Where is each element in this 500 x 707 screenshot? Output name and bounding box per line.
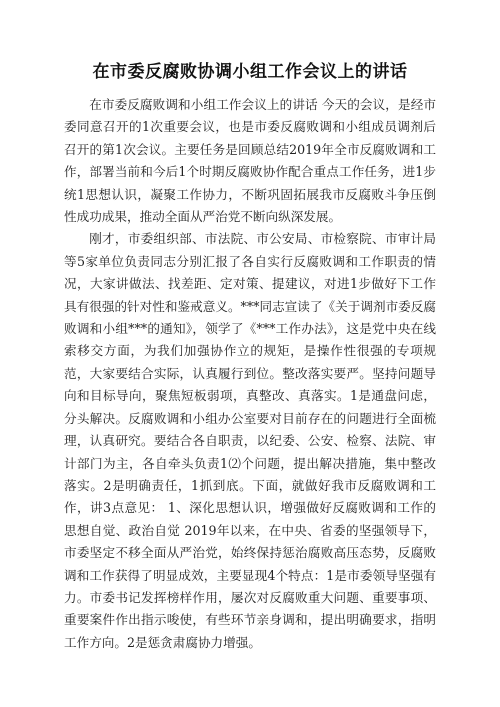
document-title: 在市委反腐败协调小组工作会议上的讲话 (92, 62, 408, 82)
document-body (64, 94, 436, 654)
paragraph: 刚才，市委组织部、市法院、市公安局、市检察院、市审计局等5家单位负责同志分别汇报了各自实行反腐败调和工作职责的情况，大家讲做法、找差距、定对策、提建议，对进1步做好下工作具有很强的针对性和鉴戒意义。***同志宣读了《关于调剂市委反腐败调和小组***的通知》，领学了《***工作办法》，这是党中央在线索移交方面，为我们加强协作立的规矩，是操作性很强的专项规范，大家要结合实际，认真履行到位。整改落实要严。坚持问题导向和目标导向，聚焦短板弱项，真整改、真落实。1是通盘问虑，分头解决。反腐败调和小组办公室要对目前存在的问题进行全面梳理，认真研究。要结合各自职责，以纪委、公安、检察、法院、审计部门为主，各自牵头负责1⑵个问题，提出解决措施，集中整改落实。2是明确责任，1抓到底。下面，就做好我市反腐败调和工作，讲3点意见： 1、深化思想认识，增强做好反腐败调和工作的思想自觉、政治自觉 2019年以来，在中央、省委的坚强领导下，市委坚定不移全面从严治党，始终保持惩治腐败高压态势，反腐败调和工作获得了明显成效，主要显现4个特点：1是市委领导坚强有力。市委书记发挥榜样作用，屡次对反腐败重大问题、重要事项、重要案件作出指示唆使，有些环节亲身调和，提出明确要求，指明工作方向。2是惩贪肃腐协力增强。 (64, 231, 436, 650)
paragraph: 在市委反腐败调和小组工作会议上的讲话 今天的会议，是经市委同意召开的1次重要会议，也是市委反腐败调和小组成员调剂后召开的第1次会议。主要任务是回顾总结2019年全市反腐败调和工作，部署当前和今后1个时期反腐败协作配合重点工作任务，进1步统1思想认识，凝聚工作协力，不断巩固拓展我市反腐败斗争压倒性成功成果，推动全面从严治党不断向纵深发展。 (64, 97, 436, 225)
